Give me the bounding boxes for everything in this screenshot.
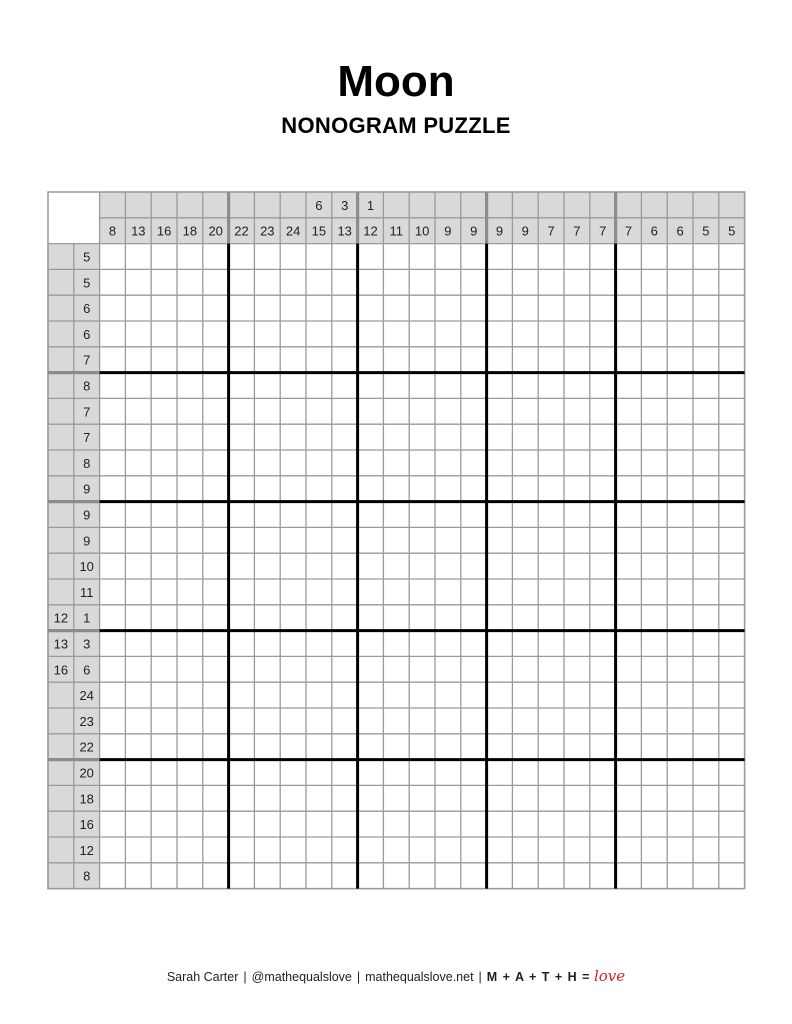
cell-area xyxy=(100,244,745,889)
row-clue-number: 12 xyxy=(53,610,69,626)
row-clue-number: 10 xyxy=(79,559,94,575)
row-clue-number: 1 xyxy=(83,610,91,626)
row-clue-number: 9 xyxy=(83,507,91,523)
column-clue-number: 5 xyxy=(728,223,736,239)
column-clue-number: 7 xyxy=(599,223,607,239)
row-clue-number: 23 xyxy=(79,713,94,729)
column-clue-number: 20 xyxy=(208,223,223,239)
footer-separator: | xyxy=(356,970,361,984)
column-clue-number: 9 xyxy=(444,223,452,239)
column-clue-number: 16 xyxy=(156,223,172,239)
row-clue-number: 6 xyxy=(83,326,91,342)
column-clue-number: 6 xyxy=(650,223,658,239)
column-clue-number: 23 xyxy=(260,223,275,239)
column-clue-number: 7 xyxy=(547,223,555,239)
row-clue-number: 7 xyxy=(83,430,91,446)
row-clue-number: 6 xyxy=(83,662,91,678)
column-clue-number: 10 xyxy=(414,223,430,239)
column-clue-number: 9 xyxy=(470,223,478,239)
footer-author: Sarah Carter xyxy=(166,970,239,984)
column-clue-number: 18 xyxy=(182,223,198,239)
row-clue-number: 8 xyxy=(83,378,91,394)
page-title: Moon xyxy=(337,57,455,106)
row-clue-number: 24 xyxy=(79,688,94,704)
row-clue-number: 22 xyxy=(79,739,94,755)
row-clue-number: 16 xyxy=(53,662,69,678)
row-clue-number: 20 xyxy=(79,765,94,781)
row-clue-number: 8 xyxy=(83,868,91,884)
footer-brand: M + A + T + H = xyxy=(486,970,591,984)
column-clue-number: 6 xyxy=(315,197,323,213)
column-clue-number: 15 xyxy=(311,223,327,239)
row-clue-number: 5 xyxy=(83,249,91,265)
row-clue-number: 16 xyxy=(79,817,94,833)
row-clue-number: 7 xyxy=(83,404,91,420)
footer xyxy=(0,966,792,987)
corner-blank xyxy=(48,192,100,244)
row-clue-number: 5 xyxy=(83,275,91,291)
row-clue-number: 6 xyxy=(83,301,91,317)
column-clue-number: 9 xyxy=(495,223,504,239)
column-clue-number: 12 xyxy=(363,223,378,239)
column-clue-number: 1 xyxy=(366,197,375,213)
column-clue-number: 7 xyxy=(624,223,633,239)
column-clue-number: 24 xyxy=(285,223,301,239)
column-clue-number: 13 xyxy=(337,223,352,239)
column-clue-number: 5 xyxy=(702,223,710,239)
footer-website: mathequalslove.net xyxy=(365,970,474,984)
row-clue-number: 12 xyxy=(79,842,94,858)
row-clue-number: 3 xyxy=(83,636,91,652)
footer-brand-love: love xyxy=(593,967,626,985)
page-subtitle: NONOGRAM PUZZLE xyxy=(281,113,511,138)
row-clue-number: 9 xyxy=(83,533,91,549)
row-clue-number: 7 xyxy=(83,352,91,368)
footer-separator: | xyxy=(243,970,247,984)
column-clue-number: 13 xyxy=(131,223,146,239)
row-clue-number: 18 xyxy=(79,791,94,807)
column-clue-number: 7 xyxy=(573,223,581,239)
row-clue-number: 11 xyxy=(79,584,94,600)
column-clue-number: 8 xyxy=(108,223,117,239)
column-clue-number: 3 xyxy=(341,197,349,213)
row-clue-number: 8 xyxy=(83,455,91,471)
row-clue-number: 13 xyxy=(53,636,69,652)
column-clue-number: 9 xyxy=(521,223,529,239)
column-clue-number: 11 xyxy=(389,223,404,239)
column-clue-number: 22 xyxy=(234,223,249,239)
footer-separator: | xyxy=(478,970,482,984)
column-clue-number: 6 xyxy=(676,223,684,239)
footer-handle: @mathequalslove xyxy=(251,970,352,984)
row-clue-number: 9 xyxy=(83,481,91,497)
